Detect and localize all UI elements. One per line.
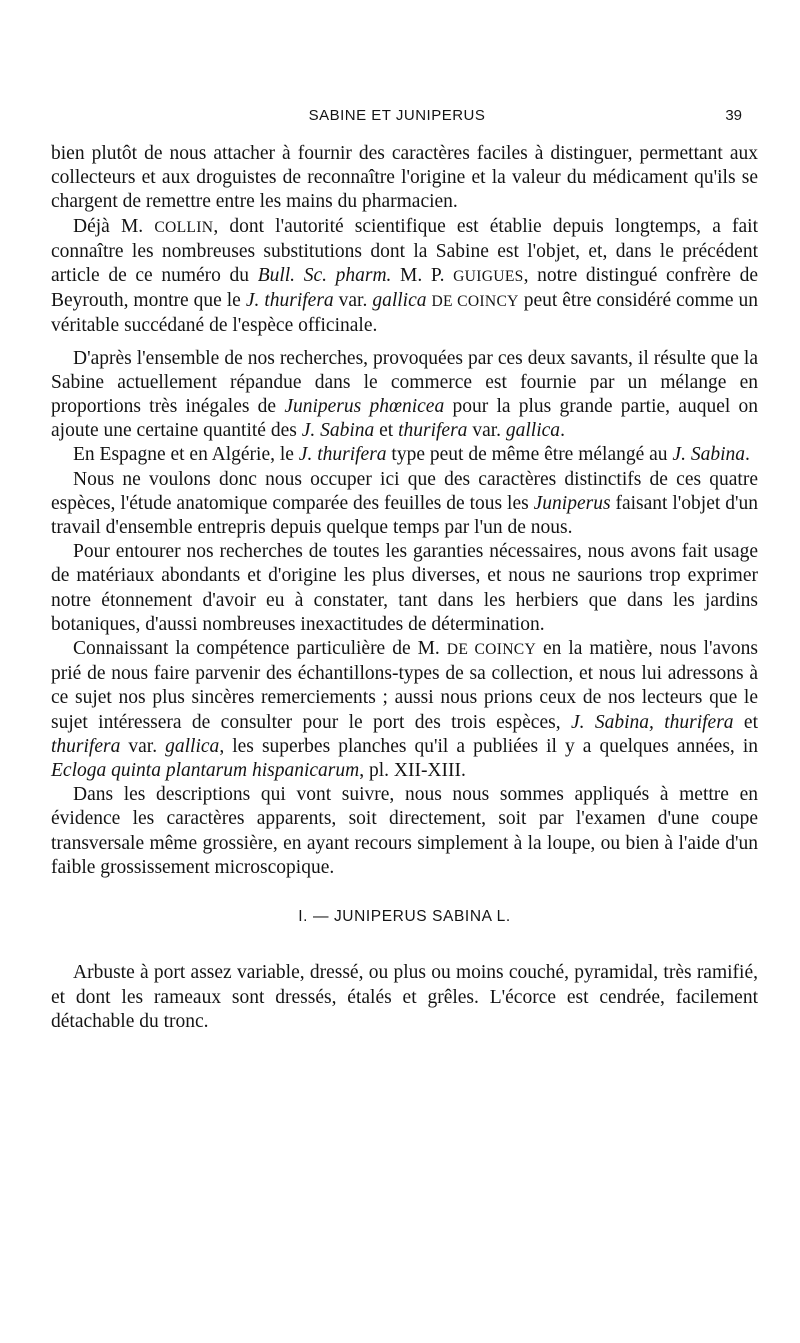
text-run: peut être considéré comme un véritable succédané de l'espèce officinale.: [51, 290, 759, 337]
text-run: , pl. XII-XIII.: [359, 760, 466, 782]
running-title: SABINE ET JUNIPERUS: [308, 107, 486, 124]
text-run: Nous ne voulons donc nous occuper ici que des caractères distinctifs de ces quatre espèces, l'étude anatomique comparée des feuilles de tous les: [51, 468, 758, 514]
small-caps-run: DE COINCY: [446, 641, 537, 659]
italic-run: J. Sabina: [301, 420, 375, 442]
small-caps-run: COLLIN: [154, 218, 214, 236]
text-run: pour la plus grande partie, auquel on ajoute une certaine quantité des: [51, 396, 759, 442]
running-head: [52, 107, 742, 131]
paragraph: [51, 540, 758, 637]
paragraph: [51, 142, 758, 215]
text-run: , dont l'autorité scientifique est établie depuis longtemps, a fait connaître les nombreuses substitutions dont la Sabine est l'objet, et, dans le précédent article de ce numéro du: [51, 215, 758, 287]
italic-run: Juniperus: [533, 492, 611, 514]
paragraph: [51, 443, 758, 467]
text-run: var.: [467, 420, 506, 442]
italic-run: J. Sabina: [672, 444, 745, 466]
paragraph: [51, 783, 758, 880]
text-run: .: [745, 444, 750, 466]
text-run: Arbuste à port assez variable, dressé, ou plus ou moins couché, pyramidal, très ramifié, et dont les rameaux sont dressés, étalés et grêles. L'écorce est cendrée, facilement détachable du tronc.: [51, 962, 758, 1032]
paragraph: [51, 961, 758, 1034]
text-run: Dans les descriptions qui vont suivre, nous nous sommes appliqués à mettre en évidence les caractères apparents, soit directement, soit par l'examen d'une coupe transversale même grossière, en ayant recours simplement à la loupe, ou bien à l'aide d'un faible grossissement microscopique.: [51, 784, 758, 878]
text-run: En Espagne et en Algérie, le: [73, 444, 299, 466]
italic-run: thurifera: [51, 735, 121, 757]
text-run: Déjà M.: [73, 215, 155, 237]
text-run: faisant l'objet d'un travail d'ensemble entrepris depuis quelque temps par l'un de nous.: [51, 492, 758, 539]
paragraph: [51, 215, 758, 339]
page-number: 39: [725, 107, 742, 124]
small-caps-run: DE COINCY: [431, 293, 519, 311]
text-run: bien plutôt de nous attacher à fournir des caractères faciles à distinguer, permettant aux collecteurs et aux droguistes de reconnaître l'origine et la valeur du médicament qu'ils se chargent de remettre entre les mains du pharmacien.: [51, 143, 758, 213]
section-heading: I. — JUNIPERUS SABINA L.: [298, 908, 511, 926]
text-run: et: [733, 711, 758, 733]
text-run: var.: [333, 290, 373, 312]
paragraph: [51, 637, 758, 783]
text-run: Connaissant la compétence particulière de M.: [73, 638, 447, 660]
italic-run: Juniperus phœnicea: [284, 396, 445, 418]
text-run: Pour entourer nos recherches de toutes les garanties nécessaires, nous avons fait usage de matériaux abondants et d'origine les plus diverses, et nous ne saurions trop exprimer notre étonnement d'avoir eu à constater, tant dans les herbiers que dans les jardins botaniques, d'aussi nombreuses inexactitudes de détermination.: [51, 541, 758, 635]
paragraph: [51, 347, 758, 444]
small-caps-run: GUIGUES: [453, 268, 524, 286]
text-run: type peut de même être mélangé au: [386, 444, 673, 466]
italic-run: J. thurifera: [298, 444, 387, 466]
text-run: var.: [120, 735, 166, 757]
text-run: et: [374, 420, 399, 442]
italic-run: J. thurifera: [245, 290, 334, 312]
text-run: , les superbes planches qu'il a publiées il y a quelques années, in: [219, 735, 758, 757]
italic-run: Ecloga quinta plantarum hispanicarum: [51, 760, 360, 782]
italic-run: gallica: [165, 735, 220, 757]
italic-run: J. Sabina, thurifera: [570, 711, 734, 733]
text-run: .: [560, 420, 565, 442]
text-run: M. P.: [391, 265, 454, 287]
italic-run: gallica: [505, 420, 561, 442]
body-text: [51, 142, 758, 1034]
text-run: , notre distingué confrère de Beyrouth, montre que le: [51, 265, 758, 312]
text-run: D'après l'ensemble de nos recherches, provoquées par ces deux savants, il résulte que la Sabine actuellement répandue dans le commerce est fournie par un mélange en proportions très inégales de: [51, 347, 758, 418]
text-run: en la matière, nous l'avons prié de nous faire parvenir des échantillons-types de sa collection, et nous lui adressons à ce sujet nos plus sincères remerciements ; aussi nous prions ceux de nos lecteurs que le sujet intéressera de consulter pour le port des trois espèces,: [51, 638, 758, 733]
italic-run: thurifera: [398, 420, 468, 442]
italic-run: Bull. Sc. pharm.: [257, 265, 392, 287]
paragraph: [51, 468, 758, 541]
italic-run: gallica: [372, 290, 427, 312]
